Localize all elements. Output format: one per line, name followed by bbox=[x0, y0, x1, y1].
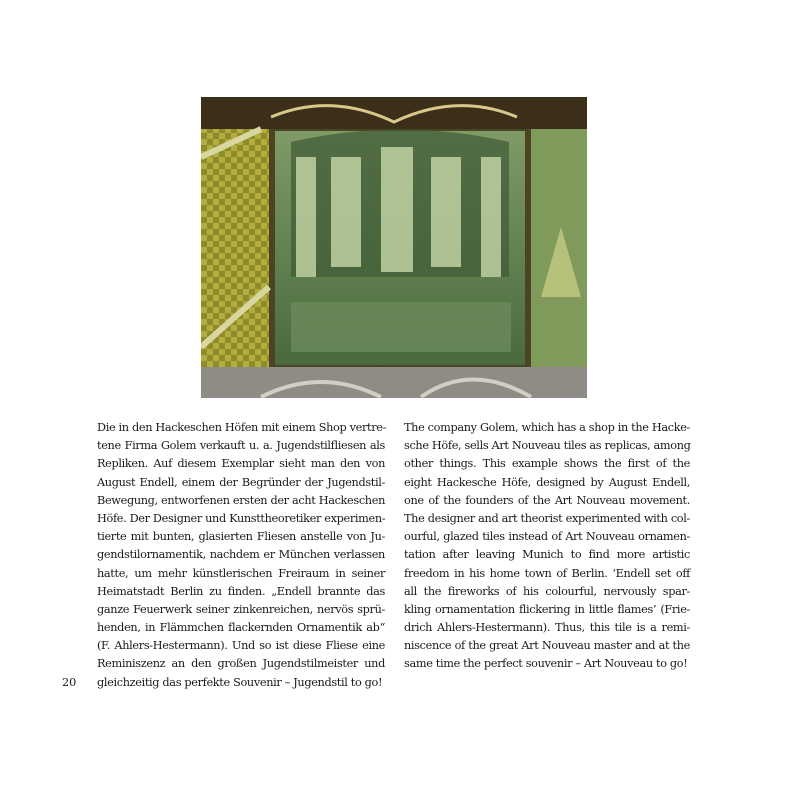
text-line: hatte, um mehr künstlerischen Freiraum in seiner bbox=[97, 566, 385, 580]
text-line: niscence of the great Art Nouveau master and at the bbox=[404, 639, 690, 653]
text-line: Bewegung, entworfenen ersten der acht Hackeschen bbox=[97, 493, 385, 507]
text-line: Höfe. Der Designer und Kunsttheoretiker experimen- bbox=[97, 511, 386, 525]
text-line: (F. Ahlers-Hestermann). Und so ist diese Fliese eine bbox=[97, 639, 385, 653]
text-line: henden, in Flämmchen flackernden Ornamentik ab“ bbox=[97, 621, 385, 635]
text-line: Reminiszenz an den großen Jugendstilmeister und bbox=[97, 657, 385, 671]
text-line: August Endell, einem der Begründer der Jugendstil- bbox=[97, 475, 385, 489]
art-nouveau-tile-image bbox=[201, 97, 587, 398]
text-line: tation after leaving Munich to find more artistic bbox=[404, 548, 690, 562]
english-text-column bbox=[404, 419, 690, 674]
text-line: Die in den Hackeschen Höfen mit einem Shop vertre- bbox=[97, 421, 387, 434]
text-line: The company Golem, which has a shop in the Hacke- bbox=[404, 421, 691, 434]
text-line: ganze Feuerwerk seiner zinkenreichen, nervös sprü- bbox=[97, 602, 385, 616]
text-line: tierte mit bunten, glasierten Fliesen anstelle von Ju- bbox=[97, 530, 385, 544]
text-line: one of the founders of the Art Nouveau movement. bbox=[404, 493, 690, 507]
text-line: Heimatstadt Berlin zu finden. „Endell brannte das bbox=[97, 584, 385, 598]
text-line: other things. This example shows the first of the bbox=[404, 457, 690, 471]
text-line: tene Firma Golem verkauft u. a. Jugendstilfliesen als bbox=[97, 439, 385, 453]
text-line: same time the perfect souvenir – Art Nouveau to go! bbox=[404, 657, 688, 671]
text-line: ourful, glazed tiles instead of Art Nouveau ornamen- bbox=[404, 530, 690, 544]
text-line: kling ornamentation flickering in little flames’ (Frie- bbox=[404, 602, 690, 616]
text-line: The designer and art theorist experimented with col- bbox=[404, 511, 690, 525]
page-number: 20 bbox=[62, 676, 77, 689]
text-line: freedom in his home town of Berlin. ‘Endell set off bbox=[404, 566, 690, 580]
text-line: drich Ahlers-Hestermann). Thus, this tile is a remi- bbox=[404, 621, 690, 635]
text-line: gendstilornamentik, nachdem er München verlassen bbox=[97, 548, 385, 562]
text-line: sche Höfe, sells Art Nouveau tiles as replicas, among bbox=[404, 439, 691, 453]
text-line: eight Hackesche Höfe, designed by August Endell, bbox=[404, 475, 690, 489]
tile-photo bbox=[201, 97, 587, 398]
text-line: Repliken. Auf diesem Exemplar sieht man den von bbox=[97, 457, 385, 471]
german-text-column bbox=[97, 419, 385, 692]
text-line: gleichzeitig das perfekte Souvenir – Jugendstil to go! bbox=[97, 675, 383, 689]
text-line: all the fireworks of his colourful, nervously spar- bbox=[404, 584, 690, 598]
